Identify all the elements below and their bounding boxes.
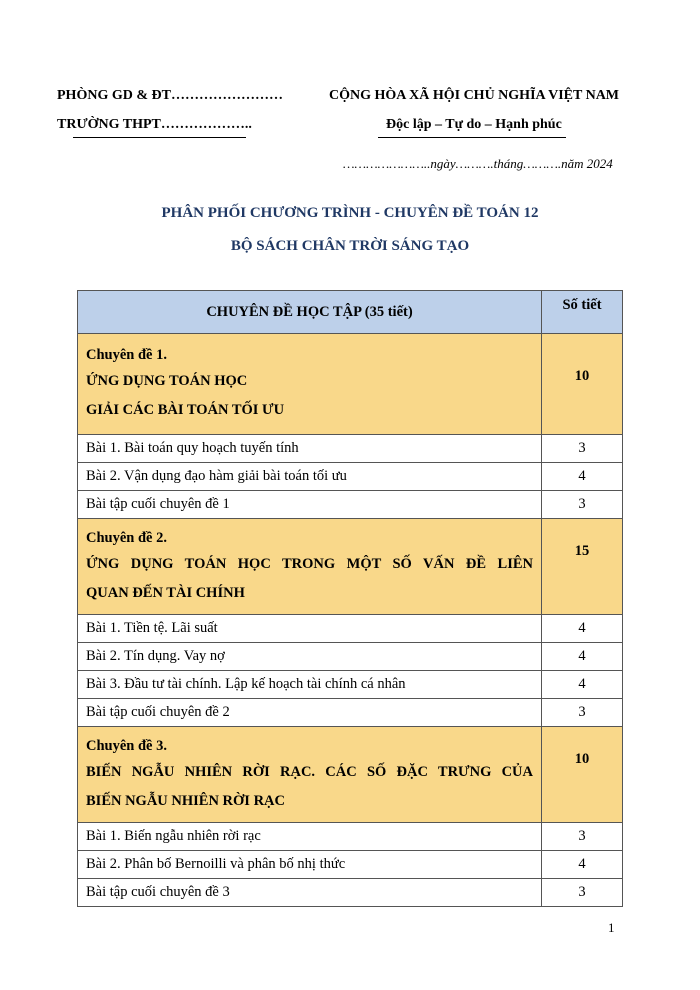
lesson-row	[78, 699, 623, 727]
date-line: …………………..ngày……….tháng……….năm 2024	[343, 156, 613, 171]
national-title: CỘNG HÒA XÃ HỘI CHỦ NGHĨA VIỆT NAM	[329, 88, 620, 103]
table-header-row	[78, 291, 623, 334]
lesson-row	[78, 851, 623, 879]
topic-label: Chuyên đề 2.	[86, 529, 167, 546]
lesson-row	[78, 643, 623, 671]
lesson-row	[78, 463, 623, 491]
topic-cell	[78, 334, 542, 435]
topic-name-line1: ỨNG DỤNG TOÁN HỌC	[86, 373, 248, 389]
doc-subtitle: BỘ SÁCH CHÂN TRỜI SÁNG TẠO	[230, 238, 470, 254]
motto-underline	[378, 137, 566, 138]
school-underline	[73, 137, 246, 138]
topic-row	[78, 519, 623, 615]
lesson-periods: 4	[542, 851, 623, 879]
lesson-row	[78, 879, 623, 907]
lesson-name: Bài 1. Tiền tệ. Lãi suất	[78, 615, 542, 643]
lesson-periods: 4	[542, 615, 623, 643]
lesson-periods: 4	[542, 643, 623, 671]
lesson-name: Bài 2. Phân bố Bernoilli và phân bố nhị thức	[78, 851, 542, 879]
lesson-periods: 4	[542, 463, 623, 491]
topic-periods: 10	[542, 334, 623, 435]
lesson-periods: 3	[542, 699, 623, 727]
topic-name-line1: ỨNG DỤNG TOÁN HỌC TRONG MỘT SỐ VẤN ĐỀ LIÊN	[86, 555, 533, 572]
lesson-name: Bài tập cuối chuyên đề 3	[78, 879, 542, 907]
national-motto: Độc lập – Tự do – Hạnh phúc	[386, 117, 562, 132]
lesson-row	[78, 491, 623, 519]
lesson-name: Bài 1. Biến ngẫu nhiên rời rạc	[78, 823, 542, 851]
header-periods: Số tiết	[542, 291, 623, 334]
header-topic: CHUYÊN ĐỀ HỌC TẬP (35 tiết)	[78, 291, 542, 334]
topic-row	[78, 334, 623, 435]
doc-title: PHÂN PHỐI CHƯƠNG TRÌNH - CHUYÊN ĐỀ TOÁN 12	[161, 205, 539, 221]
topic-name-line2: GIẢI CÁC BÀI TOÁN TỐI ƯU	[86, 402, 285, 418]
topic-periods: 10	[542, 727, 623, 823]
lesson-row	[78, 435, 623, 463]
topic-cell	[78, 727, 542, 823]
topic-row	[78, 727, 623, 823]
lesson-name: Bài 2. Vận dụng đạo hàm giải bài toán tối ưu	[78, 463, 542, 491]
lesson-periods: 3	[542, 491, 623, 519]
lesson-periods: 3	[542, 879, 623, 907]
page-number: 1	[608, 920, 615, 935]
lesson-name: Bài 3. Đầu tư tài chính. Lập kế hoạch tài chính cá nhân	[78, 671, 542, 699]
topic-periods: 15	[542, 519, 623, 615]
lesson-row	[78, 671, 623, 699]
lesson-periods: 4	[542, 671, 623, 699]
topic-name-line1: BIẾN NGẪU NHIÊN RỜI RẠC. CÁC SỐ ĐẶC TRƯNG CỦA	[86, 763, 533, 780]
lesson-periods: 3	[542, 823, 623, 851]
dept-line: PHÒNG GD & ĐT……………………	[57, 88, 283, 103]
topic-label: Chuyên đề 1.	[86, 347, 167, 363]
lesson-name: Bài tập cuối chuyên đề 2	[78, 699, 542, 727]
topic-label: Chuyên đề 3.	[86, 737, 167, 754]
lesson-row	[78, 823, 623, 851]
topic-cell	[78, 519, 542, 615]
topic-name-line2: QUAN ĐẾN TÀI CHÍNH	[86, 584, 245, 601]
lesson-periods: 3	[542, 435, 623, 463]
lesson-row	[78, 615, 623, 643]
lesson-name: Bài 2. Tín dụng. Vay nợ	[78, 643, 542, 671]
lesson-name: Bài tập cuối chuyên đề 1	[78, 491, 542, 519]
school-line: TRƯỜNG THPT………………..	[57, 117, 252, 132]
lesson-name: Bài 1. Bài toán quy hoạch tuyến tính	[78, 435, 542, 463]
topic-name-line2: BIẾN NGẪU NHIÊN RỜI RẠC	[86, 792, 285, 809]
curriculum-table	[77, 290, 623, 907]
